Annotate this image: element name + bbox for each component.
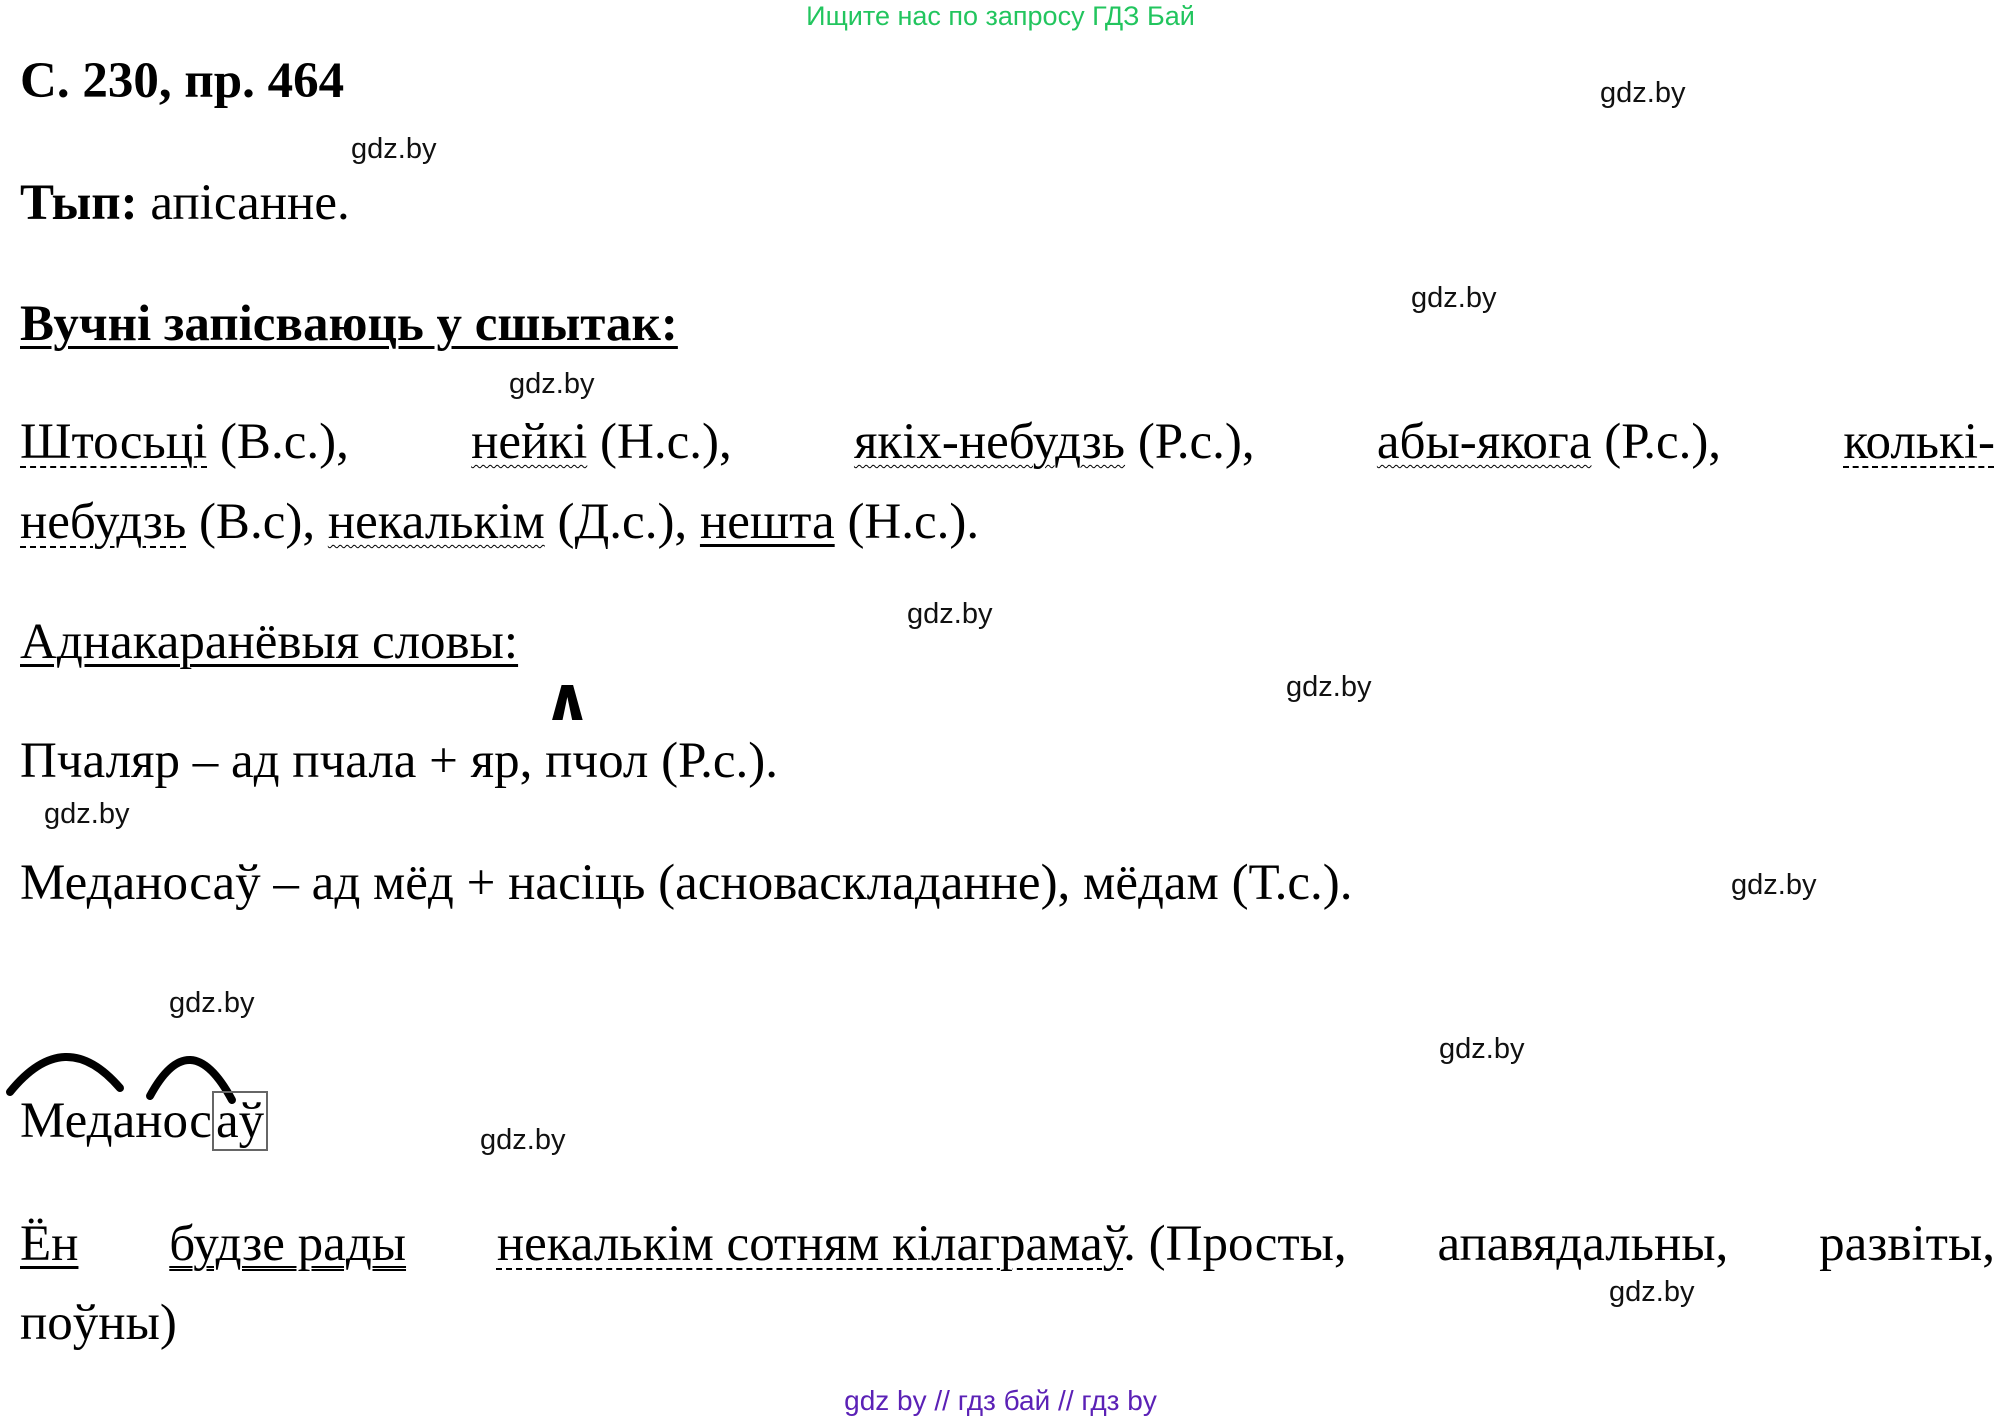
pronouns-line-2 <box>20 491 979 553</box>
watermark: gdz.by <box>351 133 437 165</box>
watermark: gdz.by <box>1439 1033 1525 1065</box>
sentence-word: развіты, <box>1819 1216 1995 1272</box>
root-mark-icon: ∧ <box>543 667 592 733</box>
pronoun-item <box>471 411 732 473</box>
top-banner: Ищите нас по запросу ГДЗ Бай <box>806 1 1195 31</box>
pronoun-item <box>854 411 1255 473</box>
morph-ending: аў <box>212 1091 268 1151</box>
notebook-heading: Вучні запісваюць у сшытак: <box>20 296 678 352</box>
pronoun-case: (Н.с.), <box>587 414 732 470</box>
watermark: gdz.by <box>1609 1276 1695 1308</box>
page-heading: С. 230, пр. 464 <box>20 53 345 109</box>
watermark: gdz.by <box>1411 282 1497 314</box>
pronoun-word: нейкі <box>471 414 588 470</box>
watermark: gdz.by <box>169 987 255 1019</box>
morph-word <box>20 1090 268 1152</box>
watermark: gdz.by <box>44 798 130 830</box>
pronoun-word: абы-якога <box>1376 414 1592 470</box>
pronoun-item <box>20 411 349 473</box>
cognates-heading: Аднакаранёвыя словы: <box>20 614 519 670</box>
type-value: апісанне. <box>137 175 350 231</box>
watermark: gdz.by <box>1731 869 1817 901</box>
pronoun-word: якіх-небудзь <box>853 414 1126 470</box>
pronoun-word: нешта <box>699 494 835 550</box>
pronouns-line-1 <box>20 411 1995 473</box>
sentence-line-2: поўны) <box>20 1295 177 1351</box>
pronoun-case: (Р.с.), <box>1591 414 1722 470</box>
morph-stem: Меданос <box>20 1093 212 1149</box>
cognate-2: Меданосаў – ад мёд + насіць (асноваскладанне), мёдам (Т.с.). <box>20 855 1353 911</box>
pronoun-word: Штосьці <box>20 414 208 470</box>
pronoun-word: некалькім <box>327 494 545 550</box>
subject: Ён <box>20 1216 79 1272</box>
type-label: Тып: <box>20 175 138 231</box>
watermark: gdz.by <box>509 368 595 400</box>
object-group <box>497 1213 1347 1275</box>
watermark: gdz.by <box>1600 77 1686 109</box>
footer-links: gdz by // гдз бай // гдз by <box>844 1385 1157 1416</box>
pronoun-case: (Д.с.), <box>544 494 688 550</box>
pronoun-case: (В.с.), <box>207 414 349 470</box>
pronoun-item <box>1843 411 1995 473</box>
pronoun-word: колькі- <box>1843 414 1995 470</box>
type-line <box>20 172 350 234</box>
watermark: gdz.by <box>1286 671 1372 703</box>
object: некалькім сотням кілаграмаў <box>496 1216 1124 1272</box>
pronoun-word: небудзь <box>20 494 187 550</box>
pronoun-case: (Н.с.). <box>834 494 980 550</box>
watermark: gdz.by <box>480 1124 566 1156</box>
sentence-punct: . (Просты, <box>1123 1216 1347 1272</box>
pronoun-item <box>1377 411 1721 473</box>
cognate-1: Пчаляр – ад пчала + яр, пчол (Р.с.). <box>20 733 778 789</box>
predicate: будзе рады <box>169 1216 407 1272</box>
watermark: gdz.by <box>907 598 993 630</box>
sentence-line-1 <box>20 1213 1995 1275</box>
sentence-word: апавядальны, <box>1437 1216 1729 1272</box>
pronoun-case: (Р.с.), <box>1125 414 1255 470</box>
pronoun-case: (В.с), <box>186 494 316 550</box>
